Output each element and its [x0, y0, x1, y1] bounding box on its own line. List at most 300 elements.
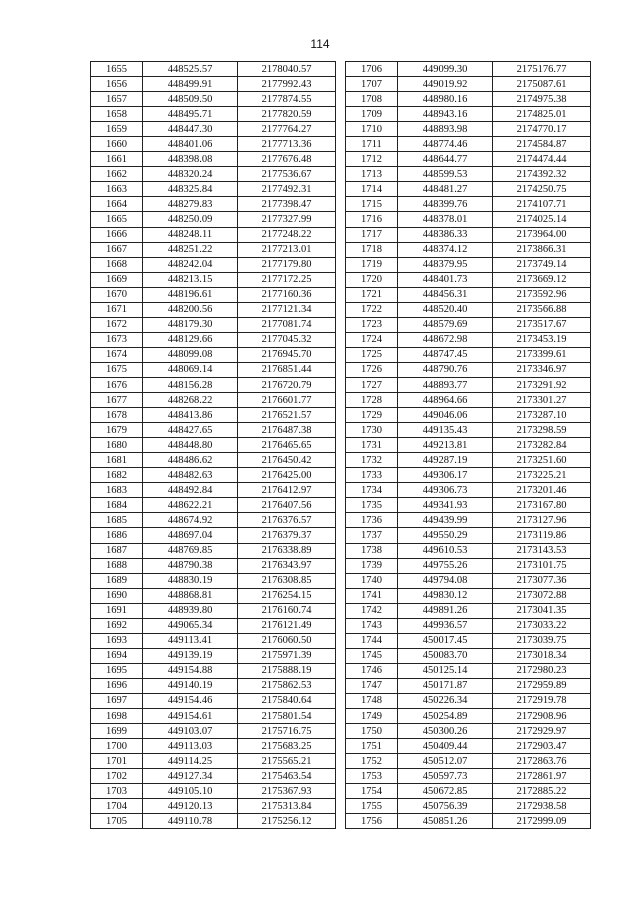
y-coordinate-cell: 2175087.61 — [493, 77, 591, 92]
y-coordinate-cell: 2173072.88 — [493, 588, 591, 603]
table-row — [91, 678, 336, 693]
table-row — [346, 197, 591, 212]
y-coordinate-cell: 2174975.38 — [493, 92, 591, 107]
point-number-cell: 1694 — [91, 648, 143, 663]
table-row — [91, 182, 336, 197]
x-coordinate-cell: 448790.38 — [143, 558, 238, 573]
point-number-cell: 1687 — [91, 543, 143, 558]
table-row — [91, 287, 336, 302]
x-coordinate-cell: 448398.08 — [143, 152, 238, 167]
x-coordinate-cell: 449550.29 — [398, 528, 493, 543]
y-coordinate-cell: 2173039.75 — [493, 633, 591, 648]
table-row — [91, 317, 336, 332]
point-number-cell: 1728 — [346, 393, 398, 408]
point-number-cell: 1729 — [346, 408, 398, 423]
point-number-cell: 1668 — [91, 257, 143, 272]
point-number-cell: 1710 — [346, 122, 398, 137]
point-number-cell: 1741 — [346, 588, 398, 603]
point-number-cell: 1670 — [91, 287, 143, 302]
point-number-cell: 1701 — [91, 754, 143, 769]
y-coordinate-cell: 2172861.97 — [493, 769, 591, 784]
x-coordinate-cell: 449065.34 — [143, 618, 238, 633]
table-row — [346, 408, 591, 423]
x-coordinate-cell: 450226.34 — [398, 693, 493, 708]
y-coordinate-cell: 2176425.00 — [238, 468, 336, 483]
point-number-cell: 1700 — [91, 739, 143, 754]
x-coordinate-cell: 448413.86 — [143, 408, 238, 423]
y-coordinate-cell: 2173291.92 — [493, 377, 591, 392]
x-coordinate-cell: 448447.30 — [143, 122, 238, 137]
x-coordinate-cell: 448893.77 — [398, 377, 493, 392]
x-coordinate-cell: 449794.08 — [398, 573, 493, 588]
x-coordinate-cell: 448320.24 — [143, 167, 238, 182]
point-number-cell: 1661 — [91, 152, 143, 167]
x-coordinate-cell: 449113.03 — [143, 739, 238, 754]
point-number-cell: 1696 — [91, 678, 143, 693]
x-coordinate-cell: 448179.30 — [143, 317, 238, 332]
table-row — [346, 558, 591, 573]
table-row — [346, 513, 591, 528]
point-number-cell: 1718 — [346, 242, 398, 257]
table-row — [346, 377, 591, 392]
y-coordinate-cell: 2175176.77 — [493, 62, 591, 77]
x-coordinate-cell: 449306.73 — [398, 483, 493, 498]
x-coordinate-cell: 448599.53 — [398, 167, 493, 182]
y-coordinate-cell: 2173517.67 — [493, 317, 591, 332]
point-number-cell: 1659 — [91, 122, 143, 137]
y-coordinate-cell: 2177248.22 — [238, 227, 336, 242]
table-row — [346, 498, 591, 513]
y-coordinate-cell: 2172908.96 — [493, 709, 591, 724]
point-number-cell: 1695 — [91, 663, 143, 678]
table-row — [91, 332, 336, 347]
point-number-cell: 1713 — [346, 167, 398, 182]
y-coordinate-cell: 2176487.38 — [238, 423, 336, 438]
point-number-cell: 1658 — [91, 107, 143, 122]
x-coordinate-cell: 448520.40 — [398, 302, 493, 317]
table-row — [346, 769, 591, 784]
table-row — [91, 588, 336, 603]
table-row — [91, 709, 336, 724]
x-coordinate-cell: 448099.08 — [143, 347, 238, 362]
table-row — [91, 227, 336, 242]
point-number-cell: 1726 — [346, 362, 398, 377]
point-number-cell: 1660 — [91, 137, 143, 152]
point-number-cell: 1716 — [346, 212, 398, 227]
y-coordinate-cell: 2174107.71 — [493, 197, 591, 212]
x-coordinate-cell: 449213.81 — [398, 438, 493, 453]
point-number-cell: 1663 — [91, 182, 143, 197]
y-coordinate-cell: 2178040.57 — [238, 62, 336, 77]
point-number-cell: 1714 — [346, 182, 398, 197]
table-row — [346, 739, 591, 754]
y-coordinate-cell: 2176121.49 — [238, 618, 336, 633]
table-row — [346, 709, 591, 724]
x-coordinate-cell: 448213.15 — [143, 272, 238, 287]
y-coordinate-cell: 2173964.00 — [493, 227, 591, 242]
y-coordinate-cell: 2173201.46 — [493, 483, 591, 498]
x-coordinate-cell: 448482.63 — [143, 468, 238, 483]
table-row — [346, 167, 591, 182]
x-coordinate-cell: 448401.06 — [143, 137, 238, 152]
x-coordinate-cell: 450409.44 — [398, 739, 493, 754]
point-number-cell: 1745 — [346, 648, 398, 663]
y-coordinate-cell: 2173101.75 — [493, 558, 591, 573]
x-coordinate-cell: 449154.46 — [143, 693, 238, 708]
table-row — [91, 573, 336, 588]
x-coordinate-cell: 448644.77 — [398, 152, 493, 167]
y-coordinate-cell: 2177160.36 — [238, 287, 336, 302]
table-row — [91, 799, 336, 814]
y-coordinate-cell: 2173346.97 — [493, 362, 591, 377]
x-coordinate-cell: 449154.61 — [143, 709, 238, 724]
point-number-cell: 1662 — [91, 167, 143, 182]
x-coordinate-cell: 450171.87 — [398, 678, 493, 693]
x-coordinate-cell: 449140.19 — [143, 678, 238, 693]
table-row — [346, 257, 591, 272]
table-row — [346, 814, 591, 829]
table-row — [346, 483, 591, 498]
y-coordinate-cell: 2175367.93 — [238, 784, 336, 799]
y-coordinate-cell: 2173301.27 — [493, 393, 591, 408]
x-coordinate-cell: 449139.19 — [143, 648, 238, 663]
point-number-cell: 1735 — [346, 498, 398, 513]
point-number-cell: 1676 — [91, 377, 143, 392]
y-coordinate-cell: 2176254.15 — [238, 588, 336, 603]
table-row — [346, 603, 591, 618]
point-number-cell: 1682 — [91, 468, 143, 483]
y-coordinate-cell: 2174825.01 — [493, 107, 591, 122]
table-row — [346, 648, 591, 663]
point-number-cell: 1678 — [91, 408, 143, 423]
point-number-cell: 1749 — [346, 709, 398, 724]
table-row — [91, 137, 336, 152]
table-row — [91, 543, 336, 558]
y-coordinate-cell: 2177081.74 — [238, 317, 336, 332]
y-coordinate-cell: 2173143.53 — [493, 543, 591, 558]
x-coordinate-cell: 448943.16 — [398, 107, 493, 122]
table-row — [346, 182, 591, 197]
y-coordinate-cell: 2173669.12 — [493, 272, 591, 287]
y-coordinate-cell: 2176407.56 — [238, 498, 336, 513]
x-coordinate-cell: 448499.91 — [143, 77, 238, 92]
point-number-cell: 1705 — [91, 814, 143, 829]
x-coordinate-cell: 448401.73 — [398, 272, 493, 287]
y-coordinate-cell: 2175971.39 — [238, 648, 336, 663]
point-number-cell: 1753 — [346, 769, 398, 784]
table-row — [91, 257, 336, 272]
y-coordinate-cell: 2177536.67 — [238, 167, 336, 182]
point-number-cell: 1708 — [346, 92, 398, 107]
x-coordinate-cell: 449341.93 — [398, 498, 493, 513]
x-coordinate-cell: 448622.21 — [143, 498, 238, 513]
y-coordinate-cell: 2176160.74 — [238, 603, 336, 618]
point-number-cell: 1673 — [91, 332, 143, 347]
table-row — [91, 618, 336, 633]
point-number-cell: 1683 — [91, 483, 143, 498]
y-coordinate-cell: 2173167.80 — [493, 498, 591, 513]
point-number-cell: 1712 — [346, 152, 398, 167]
y-coordinate-cell: 2176376.57 — [238, 513, 336, 528]
table-row — [91, 603, 336, 618]
point-number-cell: 1725 — [346, 347, 398, 362]
point-number-cell: 1691 — [91, 603, 143, 618]
table-row — [346, 453, 591, 468]
table-row — [346, 152, 591, 167]
table-row — [91, 693, 336, 708]
y-coordinate-cell: 2174025.14 — [493, 212, 591, 227]
point-number-cell: 1751 — [346, 739, 398, 754]
x-coordinate-cell: 448697.04 — [143, 528, 238, 543]
table-row — [91, 558, 336, 573]
y-coordinate-cell: 2175801.54 — [238, 709, 336, 724]
table-row — [346, 107, 591, 122]
point-number-cell: 1704 — [91, 799, 143, 814]
table-row — [91, 769, 336, 784]
x-coordinate-cell: 449439.99 — [398, 513, 493, 528]
y-coordinate-cell: 2172903.47 — [493, 739, 591, 754]
table-row — [346, 212, 591, 227]
x-coordinate-cell: 448672.98 — [398, 332, 493, 347]
point-number-cell: 1739 — [346, 558, 398, 573]
point-number-cell: 1744 — [346, 633, 398, 648]
point-number-cell: 1723 — [346, 317, 398, 332]
y-coordinate-cell: 2177820.59 — [238, 107, 336, 122]
point-number-cell: 1719 — [346, 257, 398, 272]
x-coordinate-cell: 450512.07 — [398, 754, 493, 769]
table-row — [346, 799, 591, 814]
x-coordinate-cell: 448579.69 — [398, 317, 493, 332]
table-row — [91, 498, 336, 513]
y-coordinate-cell: 2175256.12 — [238, 814, 336, 829]
table-row — [91, 347, 336, 362]
x-coordinate-cell: 448248.11 — [143, 227, 238, 242]
table-row — [346, 543, 591, 558]
y-coordinate-cell: 2177172.25 — [238, 272, 336, 287]
y-coordinate-cell: 2174474.44 — [493, 152, 591, 167]
table-row — [91, 107, 336, 122]
point-number-cell: 1731 — [346, 438, 398, 453]
point-number-cell: 1657 — [91, 92, 143, 107]
coordinates-table-left — [90, 61, 336, 829]
table-row — [91, 724, 336, 739]
x-coordinate-cell: 450300.26 — [398, 724, 493, 739]
point-number-cell: 1722 — [346, 302, 398, 317]
y-coordinate-cell: 2177992.43 — [238, 77, 336, 92]
x-coordinate-cell: 449135.43 — [398, 423, 493, 438]
y-coordinate-cell: 2176601.77 — [238, 393, 336, 408]
x-coordinate-cell: 448893.98 — [398, 122, 493, 137]
point-number-cell: 1688 — [91, 558, 143, 573]
point-number-cell: 1693 — [91, 633, 143, 648]
point-number-cell: 1667 — [91, 242, 143, 257]
y-coordinate-cell: 2175313.84 — [238, 799, 336, 814]
x-coordinate-cell: 448774.46 — [398, 137, 493, 152]
table-row — [91, 197, 336, 212]
table-row — [91, 423, 336, 438]
y-coordinate-cell: 2173287.10 — [493, 408, 591, 423]
table-row — [346, 618, 591, 633]
table-row — [346, 724, 591, 739]
table-row — [346, 62, 591, 77]
x-coordinate-cell: 450125.14 — [398, 663, 493, 678]
table-row — [346, 784, 591, 799]
point-number-cell: 1752 — [346, 754, 398, 769]
y-coordinate-cell: 2175565.21 — [238, 754, 336, 769]
x-coordinate-cell: 448325.84 — [143, 182, 238, 197]
y-coordinate-cell: 2174250.75 — [493, 182, 591, 197]
y-coordinate-cell: 2173119.86 — [493, 528, 591, 543]
x-coordinate-cell: 448378.01 — [398, 212, 493, 227]
point-number-cell: 1689 — [91, 573, 143, 588]
table-row — [346, 678, 591, 693]
x-coordinate-cell: 449105.10 — [143, 784, 238, 799]
point-number-cell: 1738 — [346, 543, 398, 558]
x-coordinate-cell: 448156.28 — [143, 377, 238, 392]
x-coordinate-cell: 448069.14 — [143, 362, 238, 377]
y-coordinate-cell: 2173399.61 — [493, 347, 591, 362]
x-coordinate-cell: 449120.13 — [143, 799, 238, 814]
x-coordinate-cell: 448980.16 — [398, 92, 493, 107]
y-coordinate-cell: 2176450.42 — [238, 453, 336, 468]
point-number-cell: 1746 — [346, 663, 398, 678]
table-row — [91, 377, 336, 392]
point-number-cell: 1677 — [91, 393, 143, 408]
table-row — [346, 663, 591, 678]
point-number-cell: 1681 — [91, 453, 143, 468]
table-row — [346, 588, 591, 603]
table-row — [91, 152, 336, 167]
x-coordinate-cell: 448374.12 — [398, 242, 493, 257]
x-coordinate-cell: 448481.27 — [398, 182, 493, 197]
y-coordinate-cell: 2173225.21 — [493, 468, 591, 483]
point-number-cell: 1724 — [346, 332, 398, 347]
x-coordinate-cell: 448250.09 — [143, 212, 238, 227]
y-coordinate-cell: 2177764.27 — [238, 122, 336, 137]
table-row — [91, 784, 336, 799]
y-coordinate-cell: 2176060.50 — [238, 633, 336, 648]
y-coordinate-cell: 2177874.55 — [238, 92, 336, 107]
y-coordinate-cell: 2172938.58 — [493, 799, 591, 814]
y-coordinate-cell: 2173566.88 — [493, 302, 591, 317]
table-row — [91, 92, 336, 107]
y-coordinate-cell: 2172929.97 — [493, 724, 591, 739]
point-number-cell: 1727 — [346, 377, 398, 392]
table-row — [346, 317, 591, 332]
point-number-cell: 1755 — [346, 799, 398, 814]
x-coordinate-cell: 449610.53 — [398, 543, 493, 558]
x-coordinate-cell: 448868.81 — [143, 588, 238, 603]
point-number-cell: 1692 — [91, 618, 143, 633]
x-coordinate-cell: 449287.19 — [398, 453, 493, 468]
point-number-cell: 1685 — [91, 513, 143, 528]
table-row — [91, 302, 336, 317]
point-number-cell: 1669 — [91, 272, 143, 287]
x-coordinate-cell: 450017.45 — [398, 633, 493, 648]
y-coordinate-cell: 2172885.22 — [493, 784, 591, 799]
y-coordinate-cell: 2175888.19 — [238, 663, 336, 678]
x-coordinate-cell: 449306.17 — [398, 468, 493, 483]
x-coordinate-cell: 448129.66 — [143, 332, 238, 347]
table-row — [346, 227, 591, 242]
point-number-cell: 1698 — [91, 709, 143, 724]
point-number-cell: 1666 — [91, 227, 143, 242]
point-number-cell: 1717 — [346, 227, 398, 242]
y-coordinate-cell: 2176343.97 — [238, 558, 336, 573]
point-number-cell: 1665 — [91, 212, 143, 227]
point-number-cell: 1734 — [346, 483, 398, 498]
y-coordinate-cell: 2173033.22 — [493, 618, 591, 633]
point-number-cell: 1747 — [346, 678, 398, 693]
table-row — [91, 739, 336, 754]
y-coordinate-cell: 2175862.53 — [238, 678, 336, 693]
point-number-cell: 1675 — [91, 362, 143, 377]
table-row — [346, 347, 591, 362]
point-number-cell: 1671 — [91, 302, 143, 317]
x-coordinate-cell: 449110.78 — [143, 814, 238, 829]
point-number-cell: 1743 — [346, 618, 398, 633]
x-coordinate-cell: 448492.84 — [143, 483, 238, 498]
y-coordinate-cell: 2176521.57 — [238, 408, 336, 423]
table-row — [91, 814, 336, 829]
point-number-cell: 1732 — [346, 453, 398, 468]
point-number-cell: 1680 — [91, 438, 143, 453]
y-coordinate-cell: 2172999.09 — [493, 814, 591, 829]
table-row — [91, 242, 336, 257]
x-coordinate-cell: 448495.71 — [143, 107, 238, 122]
y-coordinate-cell: 2175716.75 — [238, 724, 336, 739]
point-number-cell: 1756 — [346, 814, 398, 829]
table-row — [346, 438, 591, 453]
y-coordinate-cell: 2177713.36 — [238, 137, 336, 152]
x-coordinate-cell: 449936.57 — [398, 618, 493, 633]
table-row — [91, 648, 336, 663]
y-coordinate-cell: 2173866.31 — [493, 242, 591, 257]
x-coordinate-cell: 448399.76 — [398, 197, 493, 212]
point-number-cell: 1748 — [346, 693, 398, 708]
x-coordinate-cell: 450597.73 — [398, 769, 493, 784]
table-row — [91, 212, 336, 227]
table-row — [91, 468, 336, 483]
x-coordinate-cell: 448509.50 — [143, 92, 238, 107]
x-coordinate-cell: 448268.22 — [143, 393, 238, 408]
table-row — [91, 272, 336, 287]
y-coordinate-cell: 2176945.70 — [238, 347, 336, 362]
table-row — [346, 362, 591, 377]
point-number-cell: 1679 — [91, 423, 143, 438]
x-coordinate-cell: 449830.12 — [398, 588, 493, 603]
y-coordinate-cell: 2173127.96 — [493, 513, 591, 528]
table-row — [346, 754, 591, 769]
x-coordinate-cell: 448525.57 — [143, 62, 238, 77]
y-coordinate-cell: 2176851.44 — [238, 362, 336, 377]
point-number-cell: 1740 — [346, 573, 398, 588]
x-coordinate-cell: 449046.06 — [398, 408, 493, 423]
y-coordinate-cell: 2172980.23 — [493, 663, 591, 678]
point-number-cell: 1733 — [346, 468, 398, 483]
point-number-cell: 1742 — [346, 603, 398, 618]
x-coordinate-cell: 450254.89 — [398, 709, 493, 724]
y-coordinate-cell: 2175463.54 — [238, 769, 336, 784]
x-coordinate-cell: 448830.19 — [143, 573, 238, 588]
y-coordinate-cell: 2177179.80 — [238, 257, 336, 272]
table-row — [346, 122, 591, 137]
point-number-cell: 1720 — [346, 272, 398, 287]
table-row — [91, 483, 336, 498]
point-number-cell: 1674 — [91, 347, 143, 362]
point-number-cell: 1736 — [346, 513, 398, 528]
table-row — [91, 167, 336, 182]
